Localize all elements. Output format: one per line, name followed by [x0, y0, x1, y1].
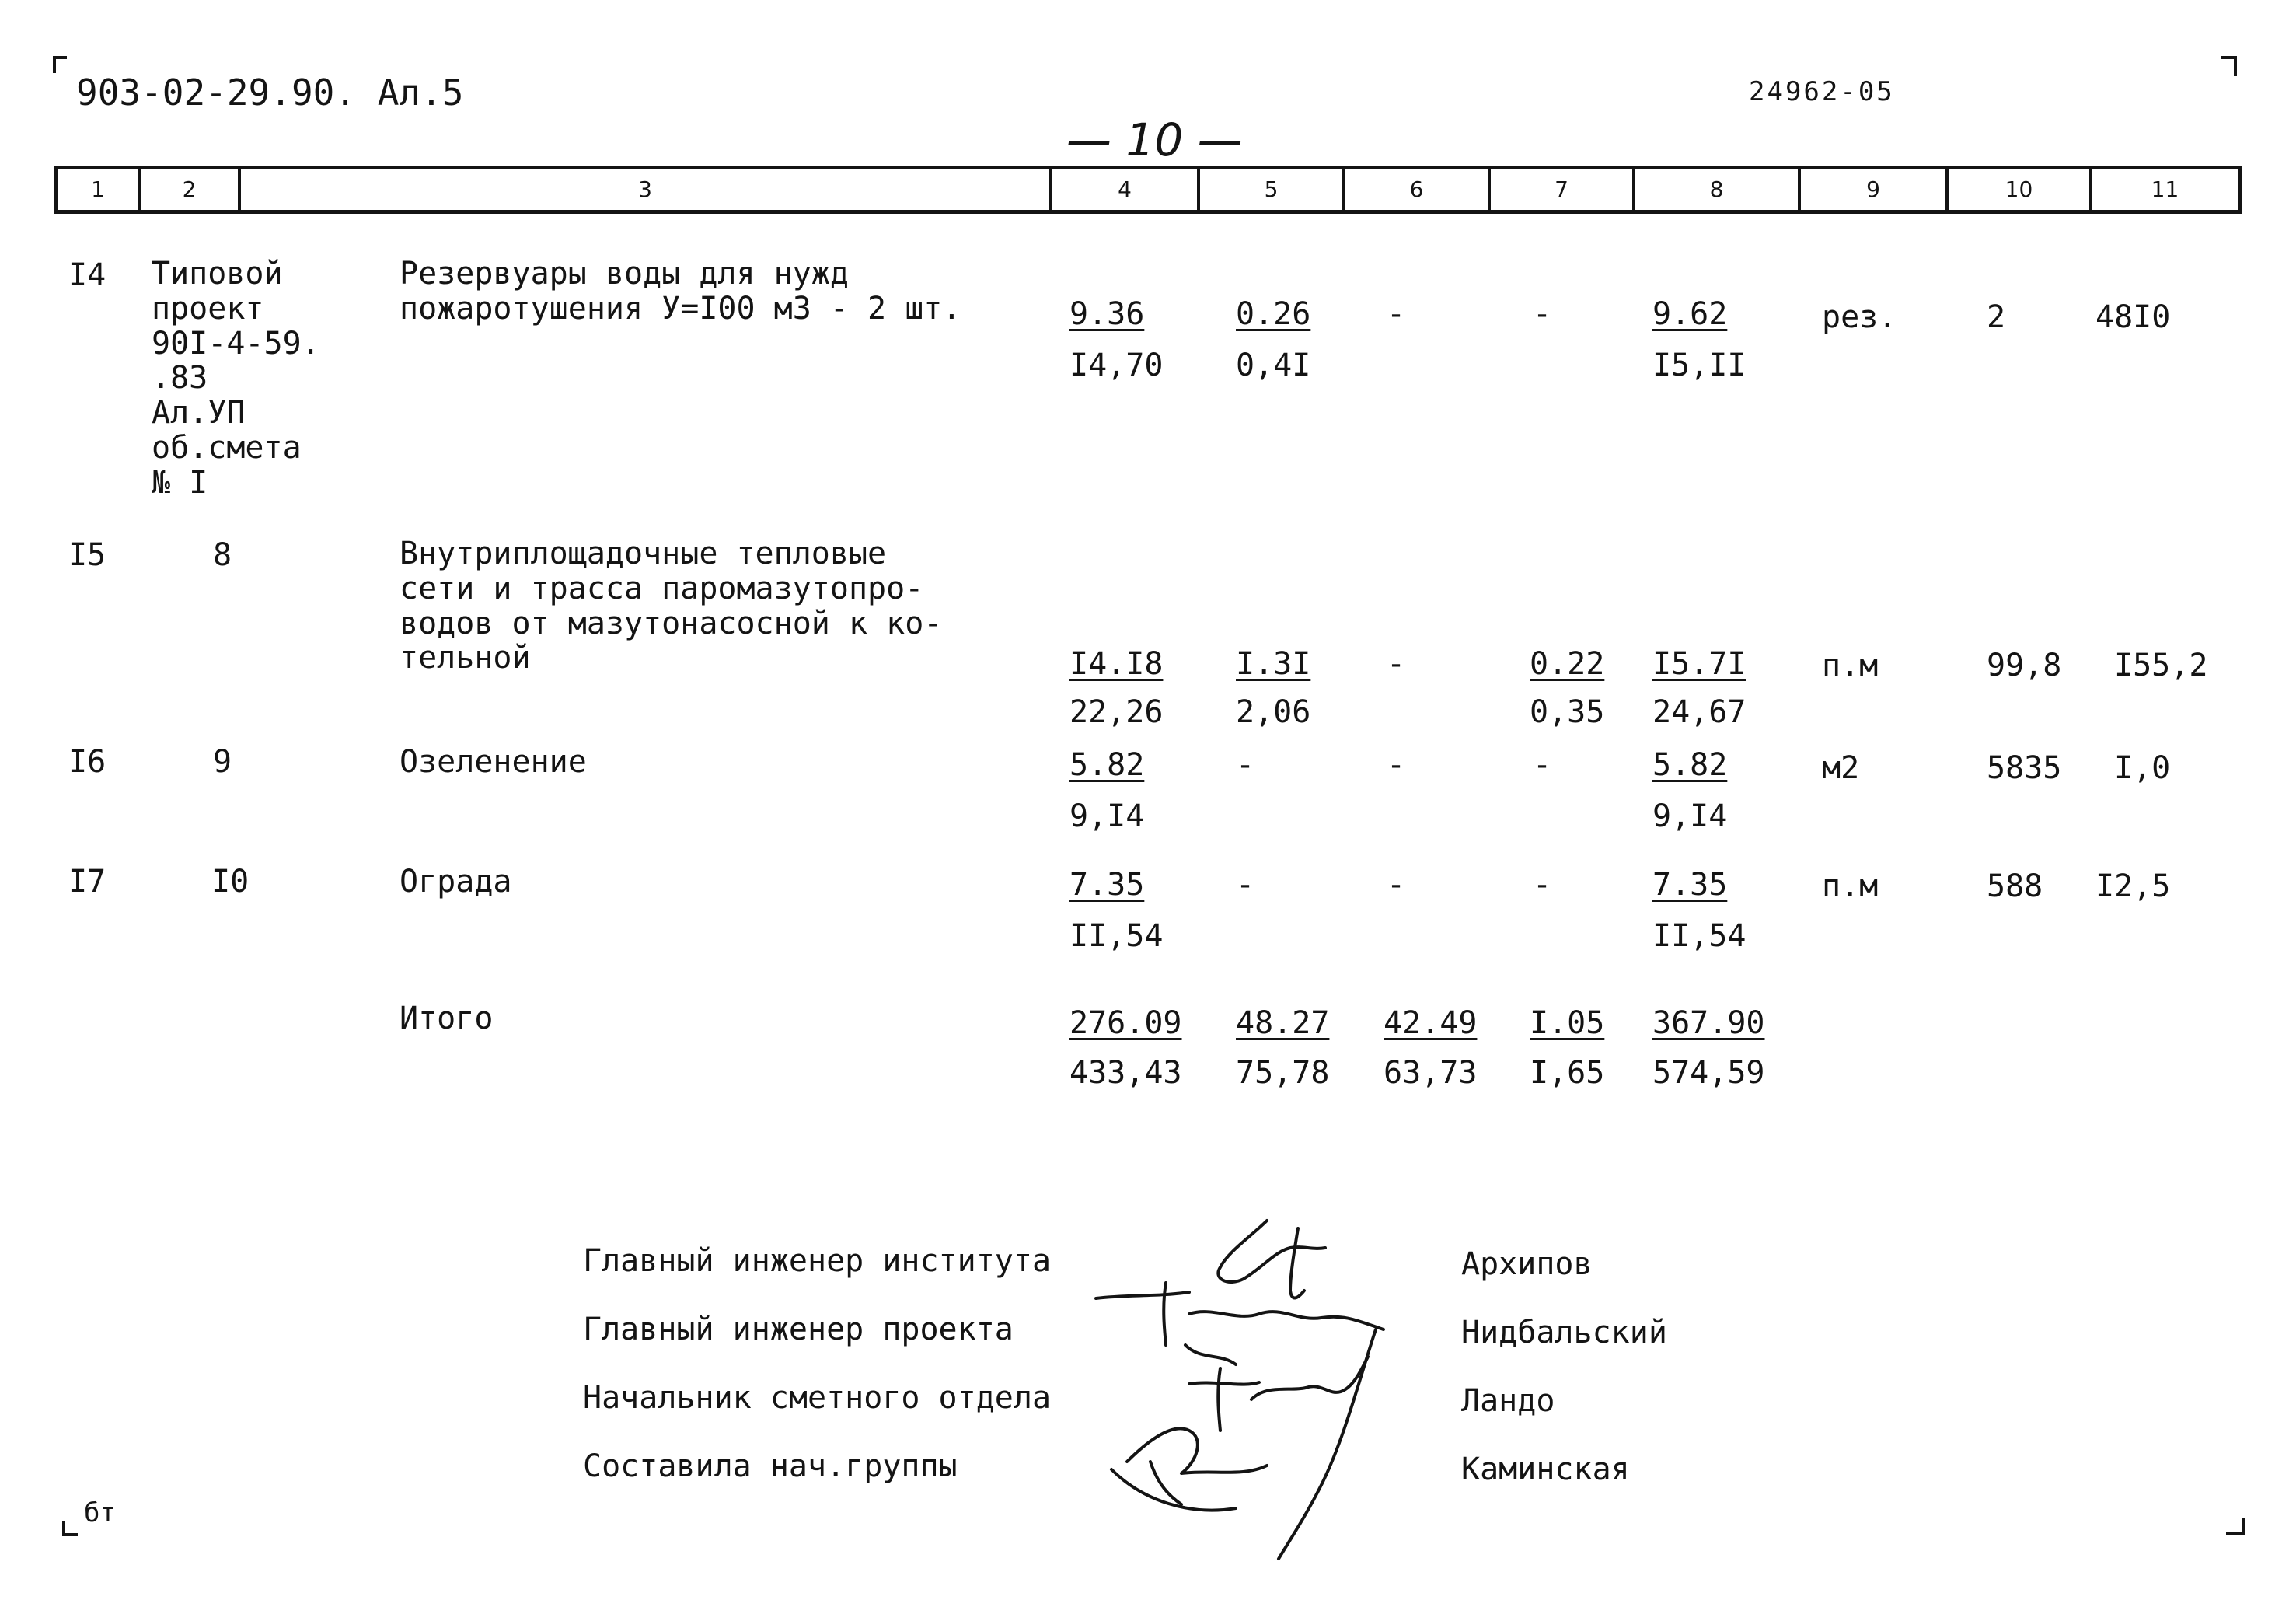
table-row-num: I7	[68, 864, 106, 900]
cost-value-bottom: 2,06	[1236, 694, 1311, 730]
column-header: 7	[1491, 169, 1635, 210]
table-row-ref: I0	[211, 864, 249, 900]
cost-value-bottom: 22,26	[1069, 694, 1164, 730]
cost-dash: -	[1387, 646, 1406, 682]
cost-value-top: 7.35	[1069, 867, 1145, 903]
column-header: 10	[1949, 169, 2092, 210]
total-value-bottom: 75,78	[1236, 1055, 1330, 1091]
cost-dash: -	[1236, 747, 1255, 783]
total-value-top: 367.90	[1652, 1005, 1765, 1041]
table-row-name: Ограда	[400, 864, 512, 900]
total-value-bottom: 433,43	[1069, 1055, 1182, 1091]
signature-name: Ландо	[1461, 1383, 1555, 1419]
cost-dash: -	[1533, 867, 1552, 903]
page-number: — 10 —	[1066, 114, 1243, 166]
total-value-bottom: 63,73	[1384, 1055, 1478, 1091]
footer-mark: бт	[84, 1497, 116, 1528]
quantity: 2	[1987, 299, 2006, 335]
cost-value-top: 7.35	[1652, 867, 1728, 903]
cost-value-bottom: I4,70	[1069, 348, 1164, 383]
cost-value-bottom: II,54	[1652, 918, 1746, 954]
cost-per-unit: 48I0	[2095, 299, 2171, 335]
column-header: 11	[2151, 176, 2179, 203]
column-header: 2	[141, 169, 241, 210]
cost-value-top: 0.22	[1530, 646, 1605, 682]
signature-title: Главный инженер института	[583, 1243, 1052, 1279]
cost-value-bottom: II,54	[1069, 918, 1164, 954]
total-value-top: 48.27	[1236, 1005, 1330, 1041]
signature-title: Главный инженер проекта	[583, 1312, 1014, 1347]
cost-per-unit: I,0	[2114, 750, 2171, 786]
unit: п.м	[1822, 648, 1879, 683]
cost-per-unit: I55,2	[2114, 648, 2208, 683]
signature-name: Каминская	[1461, 1452, 1630, 1487]
total-value-top: I.05	[1530, 1005, 1605, 1041]
column-header: 4	[1052, 169, 1200, 210]
column-header: 6	[1345, 169, 1491, 210]
corner-mark-top-right	[2221, 56, 2237, 76]
table-row-num: I6	[68, 744, 106, 780]
unit: м2	[1822, 750, 1860, 786]
column-header: 3	[241, 169, 1052, 210]
table-row-ref: Типовой проект 90I-4-59. .83 Ал.УП об.смета № I	[152, 256, 320, 501]
table-row-name: Озеленение	[400, 744, 587, 780]
total-value-top: 276.09	[1069, 1005, 1182, 1041]
cost-value-top: I4.I8	[1069, 646, 1164, 682]
cost-per-unit: I2,5	[2095, 868, 2171, 904]
cost-dash: -	[1533, 296, 1552, 332]
cost-value-bottom: 0,4I	[1236, 348, 1311, 383]
quantity: 5835	[1987, 750, 2062, 786]
cost-value-top: I.3I	[1236, 646, 1311, 682]
cost-dash: -	[1236, 867, 1255, 903]
quantity: 588	[1987, 868, 2043, 904]
table-row-ref: 9	[213, 744, 232, 780]
cost-value-top: 5.82	[1652, 747, 1728, 783]
cost-value-bottom: 9,I4	[1069, 798, 1145, 834]
signature-title: Начальник сметного отдела	[583, 1380, 1052, 1416]
cost-value-top: 9.62	[1652, 296, 1728, 332]
cost-value-top: 0.26	[1236, 296, 1311, 332]
column-header-row	[54, 166, 2242, 214]
total-value-bottom: I,65	[1530, 1055, 1605, 1091]
signature-name: Нидбальский	[1461, 1315, 1667, 1350]
cost-value-top: 9.36	[1069, 296, 1145, 332]
unit: п.м	[1822, 868, 1879, 904]
cost-dash: -	[1387, 867, 1406, 903]
signature-title: Составила нач.группы	[583, 1448, 958, 1484]
table-row-ref: 8	[213, 537, 232, 573]
cost-dash: -	[1387, 296, 1406, 332]
signature-name: Архипов	[1461, 1246, 1593, 1282]
corner-mark-bottom-right	[2226, 1518, 2245, 1535]
cost-value-bottom: 0,35	[1530, 694, 1605, 730]
cost-dash: -	[1387, 747, 1406, 783]
corner-mark-bottom-left	[62, 1521, 78, 1536]
cost-value-bottom: I5,II	[1652, 348, 1746, 383]
cost-value-bottom: 9,I4	[1652, 798, 1728, 834]
document-number: 24962-05	[1749, 76, 1895, 107]
unit: рез.	[1822, 299, 1897, 335]
column-header: 9	[1801, 169, 1949, 210]
table-row-name: Резервуары воды для нужд пожаротушения У=I00 м3 - 2 шт.	[400, 256, 961, 327]
total-label: Итого	[400, 1001, 494, 1036]
total-value-bottom: 574,59	[1652, 1055, 1765, 1091]
column-header: 1	[58, 169, 141, 210]
table-row-num: I5	[68, 537, 106, 573]
total-value-top: 42.49	[1384, 1005, 1478, 1041]
cost-dash: -	[1533, 747, 1552, 783]
column-header: 5	[1200, 169, 1345, 210]
document-code: 903-02-29.90. Ал.5	[76, 72, 464, 114]
column-header: 8	[1635, 169, 1801, 210]
cost-value-top: I5.7I	[1652, 646, 1746, 682]
cost-value-bottom: 24,67	[1652, 694, 1746, 730]
table-row-num: I4	[68, 257, 106, 293]
handwritten-signatures	[1034, 1205, 1438, 1570]
corner-mark-top-left	[53, 56, 67, 73]
quantity: 99,8	[1987, 648, 2062, 683]
cost-value-top: 5.82	[1069, 747, 1145, 783]
table-row-name: Внутриплощадочные тепловые сети и трасса паромазутопро- водов от мазутонасосной к ко- тельной	[400, 536, 943, 676]
